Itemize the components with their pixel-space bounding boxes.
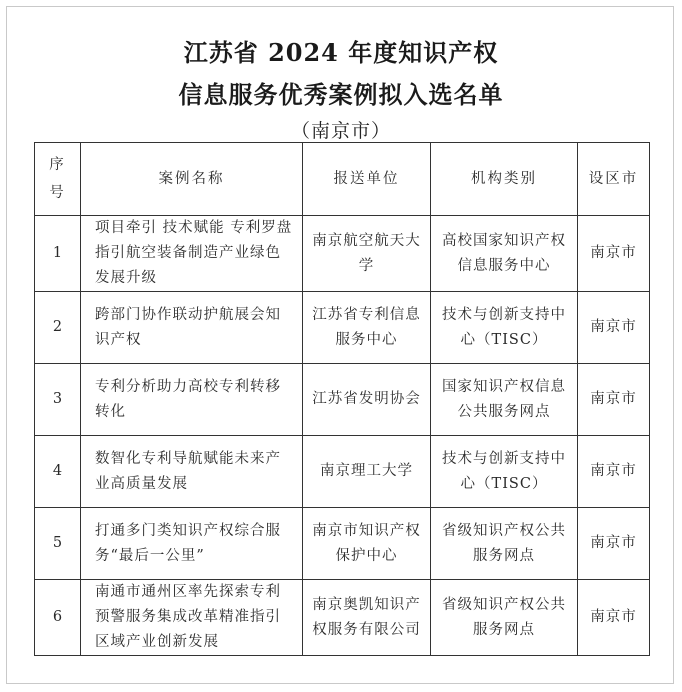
table-row xyxy=(35,436,650,508)
case-list-table xyxy=(34,142,650,656)
institution-type: 技术与创新支持中心（TISC） xyxy=(431,292,578,364)
header-no-line-2: 号 xyxy=(49,185,66,201)
table-row xyxy=(35,216,650,292)
header-no xyxy=(35,143,81,216)
submitting-unit: 南京市知识产权保护中心 xyxy=(303,508,431,580)
row-number: 5 xyxy=(35,508,81,580)
submitting-unit: 江苏省发明协会 xyxy=(303,364,431,436)
row-number: 4 xyxy=(35,436,81,508)
row-number: 6 xyxy=(35,580,81,656)
city: 南京市 xyxy=(578,508,650,580)
row-number: 2 xyxy=(35,292,81,364)
header-no-line-1: 序 xyxy=(49,157,66,173)
city: 南京市 xyxy=(578,292,650,364)
table-row xyxy=(35,292,650,364)
submitting-unit: 南京奥凯知识产权服务有限公司 xyxy=(303,580,431,656)
row-number: 1 xyxy=(35,216,81,292)
case-name: 项目牵引 技术赋能 专利罗盘指引航空装备制造产业绿色发展升级 xyxy=(81,216,303,292)
institution-type: 省级知识产权公共服务网点 xyxy=(431,508,578,580)
table-row xyxy=(35,508,650,580)
row-number: 3 xyxy=(35,364,81,436)
institution-type: 技术与创新支持中心（TISC） xyxy=(431,436,578,508)
document-subtitle: （南京市） xyxy=(290,120,391,142)
case-name: 南通市通州区率先探索专利预警服务集成改革精准指引区域产业创新发展 xyxy=(81,580,303,656)
case-name: 跨部门协作联动护航展会知识产权 xyxy=(81,292,303,364)
institution-type: 国家知识产权信息公共服务网点 xyxy=(431,364,578,436)
table-row xyxy=(35,580,650,656)
table-row xyxy=(35,364,650,436)
document-title-line-1: 江苏省 2024 年度知识产权 xyxy=(183,38,499,67)
header-case-name: 案例名称 xyxy=(81,143,303,216)
submitting-unit: 南京航空航天大学 xyxy=(303,216,431,292)
submitting-unit: 江苏省专利信息服务中心 xyxy=(303,292,431,364)
document-title-line-2: 信息服务优秀案例拟入选名单 xyxy=(178,80,504,109)
header-unit: 报送单位 xyxy=(303,143,431,216)
city: 南京市 xyxy=(578,216,650,292)
case-name: 专利分析助力高校专利转移转化 xyxy=(81,364,303,436)
case-name: 数智化专利导航赋能未来产业高质量发展 xyxy=(81,436,303,508)
header-city: 设区市 xyxy=(578,143,650,216)
table-header-row xyxy=(35,143,650,216)
case-name: 打通多门类知识产权综合服务“最后一公里” xyxy=(81,508,303,580)
institution-type: 省级知识产权公共服务网点 xyxy=(431,580,578,656)
city: 南京市 xyxy=(578,436,650,508)
document-page xyxy=(6,6,674,684)
city: 南京市 xyxy=(578,580,650,656)
institution-type: 高校国家知识产权信息服务中心 xyxy=(431,216,578,292)
city: 南京市 xyxy=(578,364,650,436)
header-type: 机构类别 xyxy=(431,143,578,216)
submitting-unit: 南京理工大学 xyxy=(303,436,431,508)
